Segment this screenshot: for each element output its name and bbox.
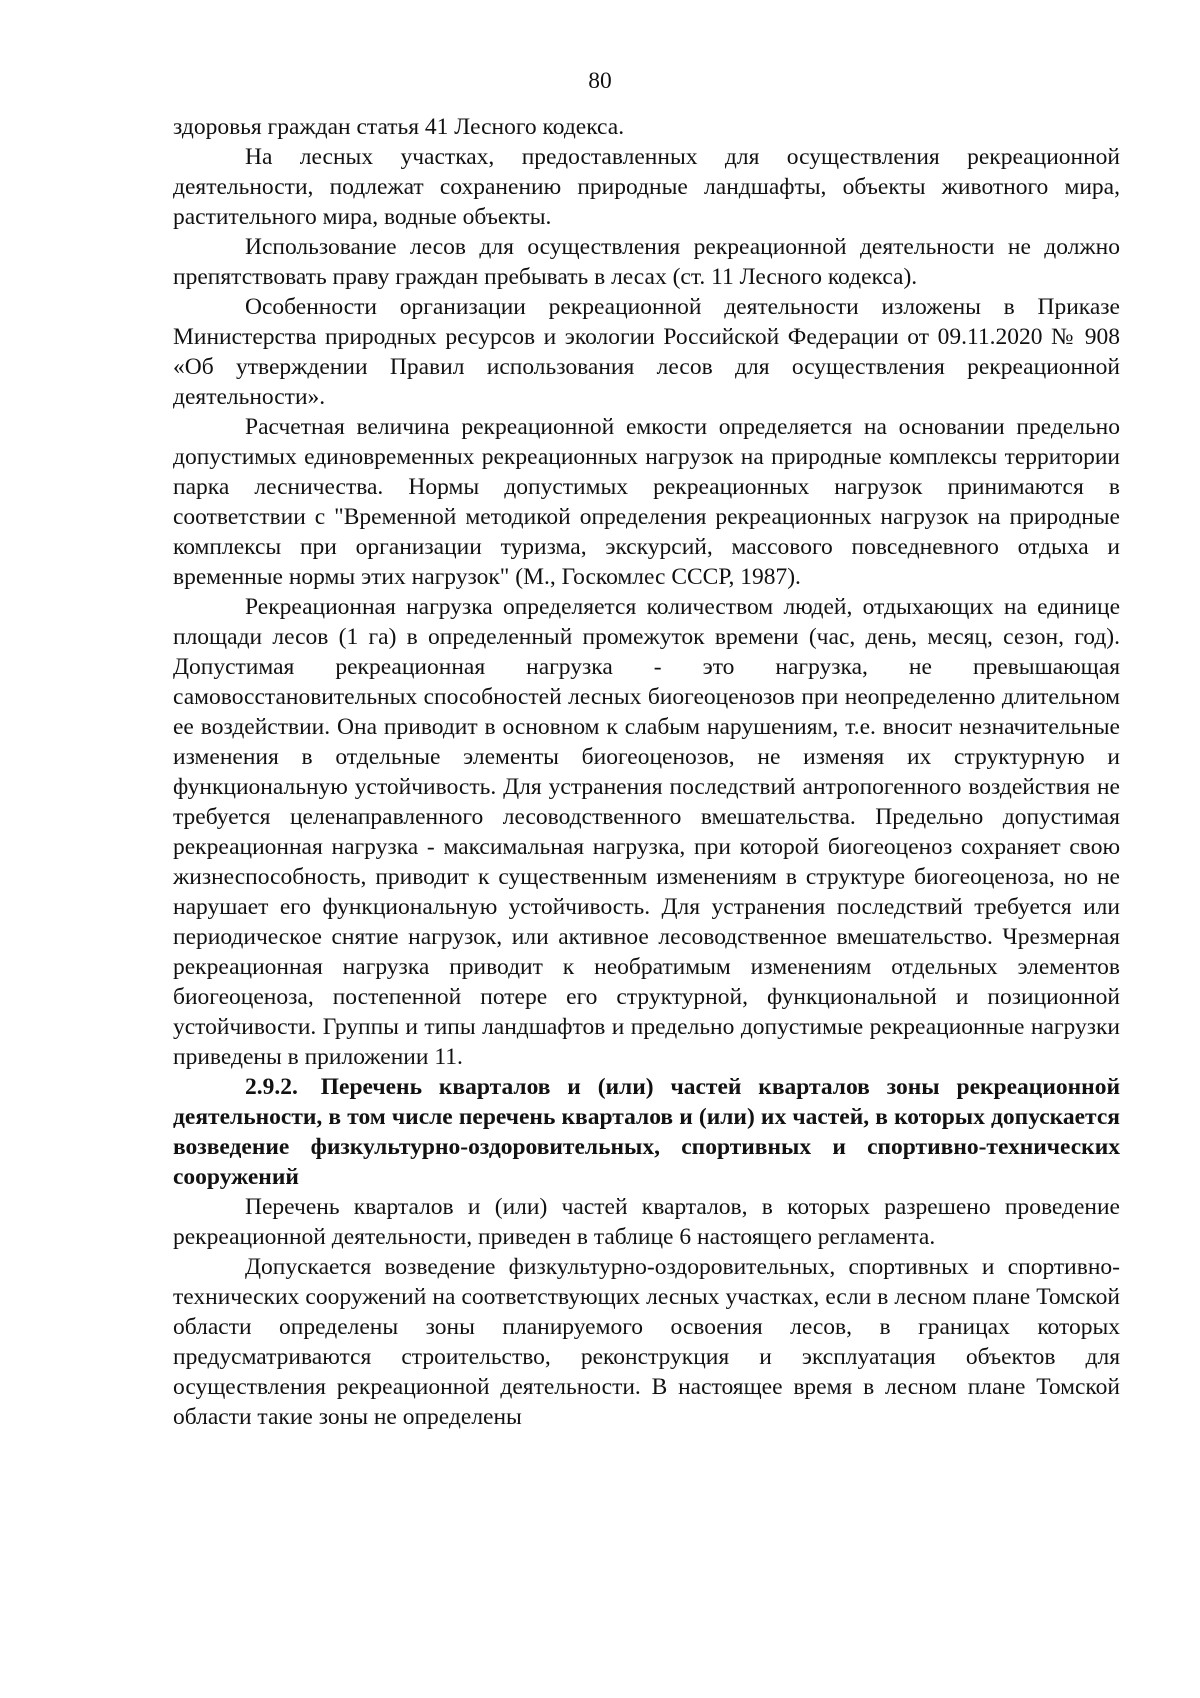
paragraph: На лесных участках, предоставленных для осуществления рекреационной деятельности, подлежат сохранению природные ландшафты, объекты животного мира, растительного мира, водные объекты. — [173, 144, 1120, 230]
section-title: Перечень кварталов и (или) частей кварталов зоны рекреационной деятельности, в том числе перечень кварталов и (или) их частей, в которых допускается возведение физкультурно-оздоровительных, спортивных и спортивно-технических сооружений — [173, 1074, 1120, 1190]
page-number: 80 — [588, 68, 612, 94]
body-text — [173, 112, 1120, 1432]
section-number: 2.9.2. — [245, 1074, 298, 1100]
paragraph: Использование лесов для осуществления рекреационной деятельности не должно препятствовать праву граждан пребывать в лесах (ст. 11 Лесного кодекса). — [173, 234, 1120, 290]
paragraph: Расчетная величина рекреационной емкости определяется на основании предельно допустимых единовременных рекреационных нагрузок на природные комплексы территории парка лесничества. Нормы допустимых рекреационных нагрузок принимаются в соответствии с "Временной методикой определения рекреационных нагрузок на природные комплексы при организации туризма, экскурсий, массового повседневного отдыха и временные нормы этих нагрузок" (М., Госкомлес СССР, 1987). — [173, 414, 1120, 590]
paragraph: Рекреационная нагрузка определяется количеством людей, отдыхающих на единице площади лесов (1 га) в определенный промежуток времени (час, день, месяц, сезон, год). Допустимая рекреационная нагрузка - это нагрузка, не превышающая самовосстановительных способностей лесных биогеоценозов при неопределенно длительном ее воздействии. Она приводит в основном к слабым нарушениям, т.е. вносит незначительные изменения в отдельные элементы биогеоценозов, не изменяя их структурную и функциональную устойчивость. Для устранения последствий антропогенного воздействия не требуется целенаправленного лесоводственного вмешательства. Предельно допустимая рекреационная нагрузка - максимальная нагрузка, при которой биогеоценоз сохраняет свою жизнеспособность, приводит к существенным изменениям в структуре биогеоценоза, но не нарушает его функциональную устойчивость. Для устранения последствий требуется или периодическое снятие нагрузок, или активное лесоводственное вмешательство. Чрезмерная рекреационная нагрузка приводит к необратимым изменениям отдельных элементов биогеоценоза, постепенной потере его структурной, функциональной и позиционной устойчивости. Группы и типы ландшафтов и предельно допустимые рекреационные нагрузки приведены в приложении 11. — [173, 594, 1120, 1070]
paragraph: Допускается возведение физкультурно-оздоровительных, спортивных и спортивно-технических сооружений на соответствующих лесных участках, если в лесном плане Томской области определены зоны планируемого освоения лесов, в границах которых предусматриваются строительство, реконструкция и эксплуатация объектов для осуществления рекреационной деятельности. В настоящее время в лесном плане Томской области такие зоны не определены — [173, 1254, 1120, 1430]
paragraph: Перечень кварталов и (или) частей кварталов, в которых разрешено проведение рекреационной деятельности, приведен в таблице 6 настоящего регламента. — [173, 1194, 1120, 1250]
section-heading — [173, 1072, 1120, 1192]
paragraph: здоровья граждан статья 41 Лесного кодекса. — [173, 114, 625, 140]
paragraph: Особенности организации рекреационной деятельности изложены в Приказе Министерства природных ресурсов и экологии Российской Федерации от 09.11.2020 № 908 «Об утверждении Правил использования лесов для осуществления рекреационной деятельности». — [173, 294, 1120, 410]
